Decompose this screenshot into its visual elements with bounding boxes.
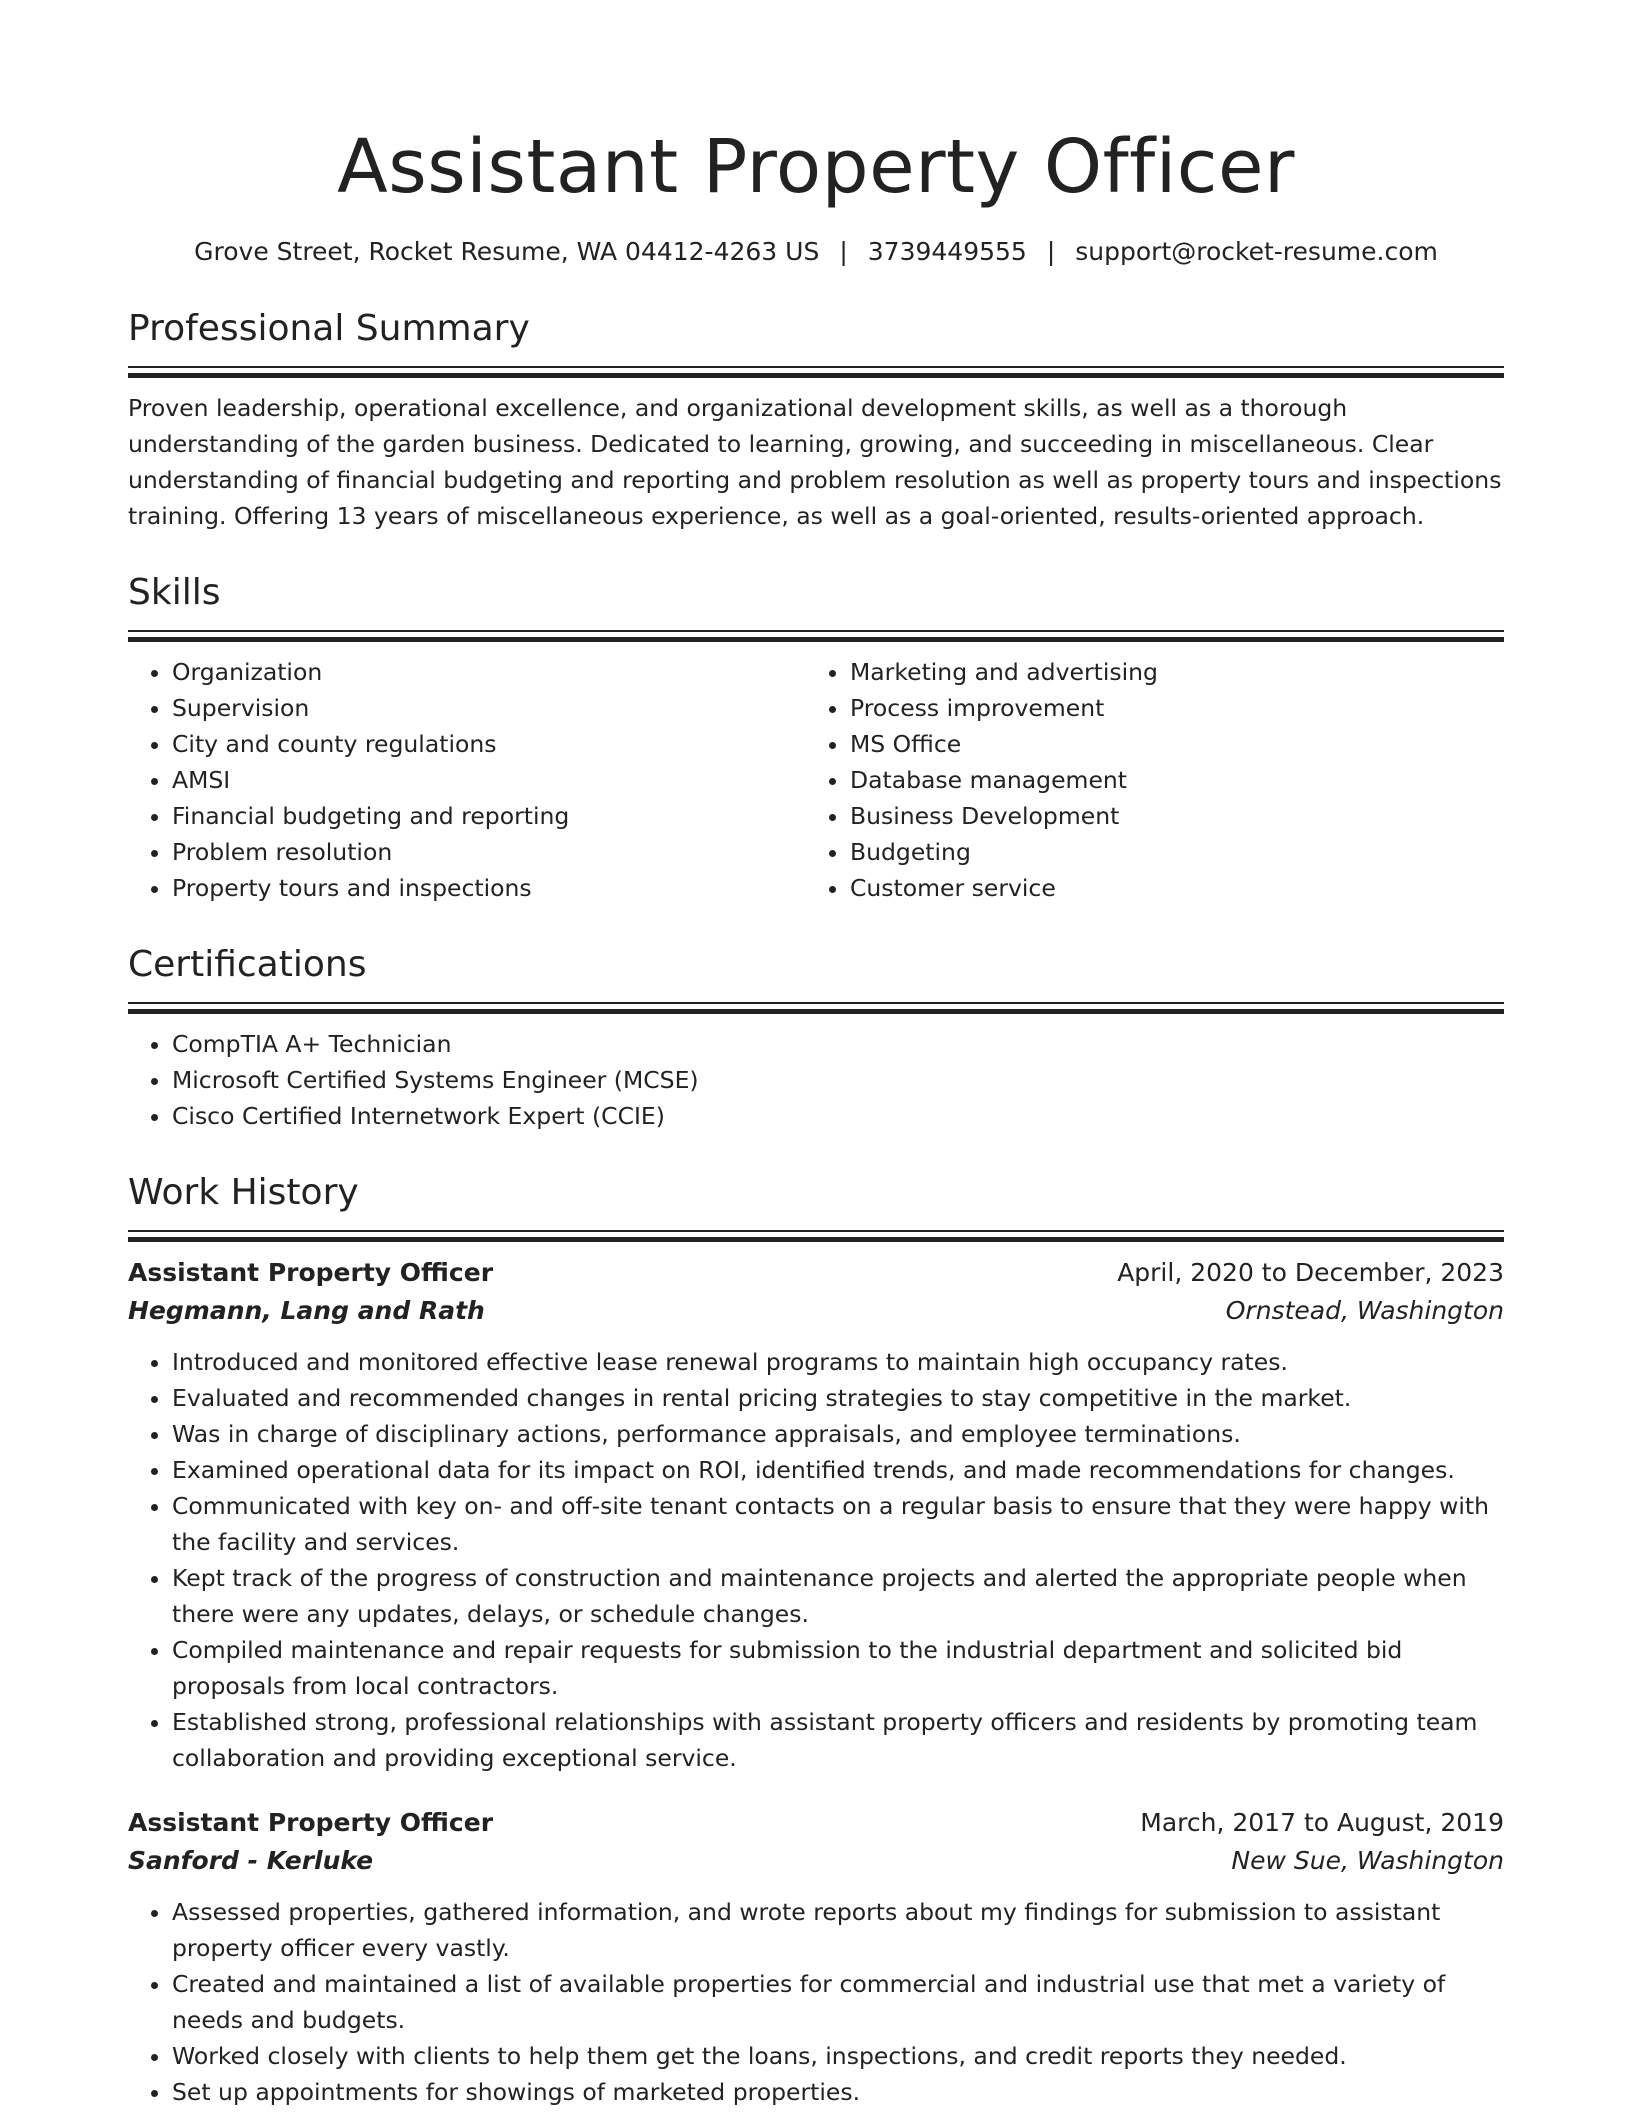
job-bullet: • Communicated with key on- and off-site tenant contacts on a regular basis to ensure that they were happy with the facility and services. (172, 1488, 1504, 1560)
job-bullet: • Was in charge of disciplinary actions, performance appraisals, and employee terminations. (172, 1416, 1504, 1452)
certification-item: • Microsoft Certified Systems Engineer (MCSE) (172, 1062, 1504, 1098)
summary-section (128, 306, 1504, 534)
job-bullet: • Set up appointments for showings of marketed properties. (172, 2074, 1504, 2110)
skill-item: • MS Office (850, 726, 1504, 762)
job-bullet: • Examined operational data for its impact on ROI, identified trends, and made recommendations for changes. (172, 1452, 1504, 1488)
section-title: Certifications (128, 944, 367, 985)
work-history-section (128, 1170, 1504, 2110)
summary-text: Proven leadership, operational excellence, and organizational development skills, as well as a thorough understanding of the garden business. Dedicated to learning, growing, and succeeding in miscellaneous. Clear understanding of financial budgeting and reporting and problem resolution as well as property tours and inspections training. Offering 13 years of miscellaneous experience, as well as a goal-oriented, results-oriented approach. (128, 394, 1502, 530)
job-location: New Sue, Washington (1231, 1846, 1504, 1875)
certification-item: • CompTIA A+ Technician (172, 1026, 1504, 1062)
resume-name: Assistant Property Officer (337, 124, 1295, 210)
skills-column-right (806, 654, 1504, 906)
contact-line (128, 234, 1504, 270)
contact-email: support@rocket-resume.com (1075, 237, 1438, 266)
certification-item: • Cisco Certified Internetwork Expert (CCIE) (172, 1098, 1504, 1134)
skill-item: • Customer service (850, 870, 1504, 906)
skill-item: • Business Development (850, 798, 1504, 834)
job-company: Hegmann, Lang and Rath (128, 1296, 485, 1325)
contact-phone: 3739449555 (867, 237, 1027, 266)
skills-column-left (128, 654, 806, 906)
job-title: Assistant Property Officer (128, 1808, 494, 1837)
skill-item: • City and county regulations (172, 726, 806, 762)
skill-item: • Marketing and advertising (850, 654, 1504, 690)
section-divider (128, 366, 1504, 378)
skill-item: • Property tours and inspections (172, 870, 806, 906)
skill-item: • Financial budgeting and reporting (172, 798, 806, 834)
job-bullet: • Established strong, professional relationships with assistant property officers and residents by promoting team collaboration and providing exceptional service. (172, 1704, 1504, 1776)
job-bullet: • Created and maintained a list of available properties for commercial and industrial use that met a variety of needs and budgets. (172, 1966, 1504, 2038)
section-divider (128, 630, 1504, 642)
section-title: Skills (128, 572, 221, 613)
section-title: Professional Summary (128, 308, 530, 349)
job-dates: March, 2017 to August, 2019 (1140, 1808, 1504, 1837)
skill-item: • Database management (850, 762, 1504, 798)
section-divider (128, 1230, 1504, 1242)
skill-item: • Process improvement (850, 690, 1504, 726)
skill-item: • Organization (172, 654, 806, 690)
skill-item: • Supervision (172, 690, 806, 726)
section-divider (128, 1002, 1504, 1014)
job-entry (128, 1804, 1504, 2110)
job-bullet: • Introduced and monitored effective lease renewal programs to maintain high occupancy rates. (172, 1344, 1504, 1380)
skill-item: • Budgeting (850, 834, 1504, 870)
skill-item: • Problem resolution (172, 834, 806, 870)
job-bullet: • Compiled maintenance and repair requests for submission to the industrial department and solicited bid proposals from local contractors. (172, 1632, 1504, 1704)
skill-item: • AMSI (172, 762, 806, 798)
job-title: Assistant Property Officer (128, 1258, 494, 1287)
contact-separator: | (1046, 237, 1056, 266)
job-dates: April, 2020 to December, 2023 (1117, 1258, 1504, 1287)
certifications-section (128, 942, 1504, 1134)
job-bullet: • Kept track of the progress of construction and maintenance projects and alerted the appropriate people when there were any updates, delays, or schedule changes. (172, 1560, 1504, 1632)
contact-address: Grove Street, Rocket Resume, WA 04412-4263 US (194, 237, 820, 266)
job-bullet: • Assessed properties, gathered information, and wrote reports about my findings for submission to assistant property officer every vastly. (172, 1894, 1504, 1966)
job-bullet: • Worked closely with clients to help them get the loans, inspections, and credit reports they needed. (172, 2038, 1504, 2074)
job-location: Ornstead, Washington (1225, 1296, 1504, 1325)
job-entry (128, 1254, 1504, 1776)
job-company: Sanford - Kerluke (128, 1846, 374, 1875)
section-title: Work History (128, 1172, 359, 1213)
skills-section (128, 570, 1504, 906)
job-bullet: • Evaluated and recommended changes in rental pricing strategies to stay competitive in the market. (172, 1380, 1504, 1416)
contact-separator: | (839, 237, 848, 266)
